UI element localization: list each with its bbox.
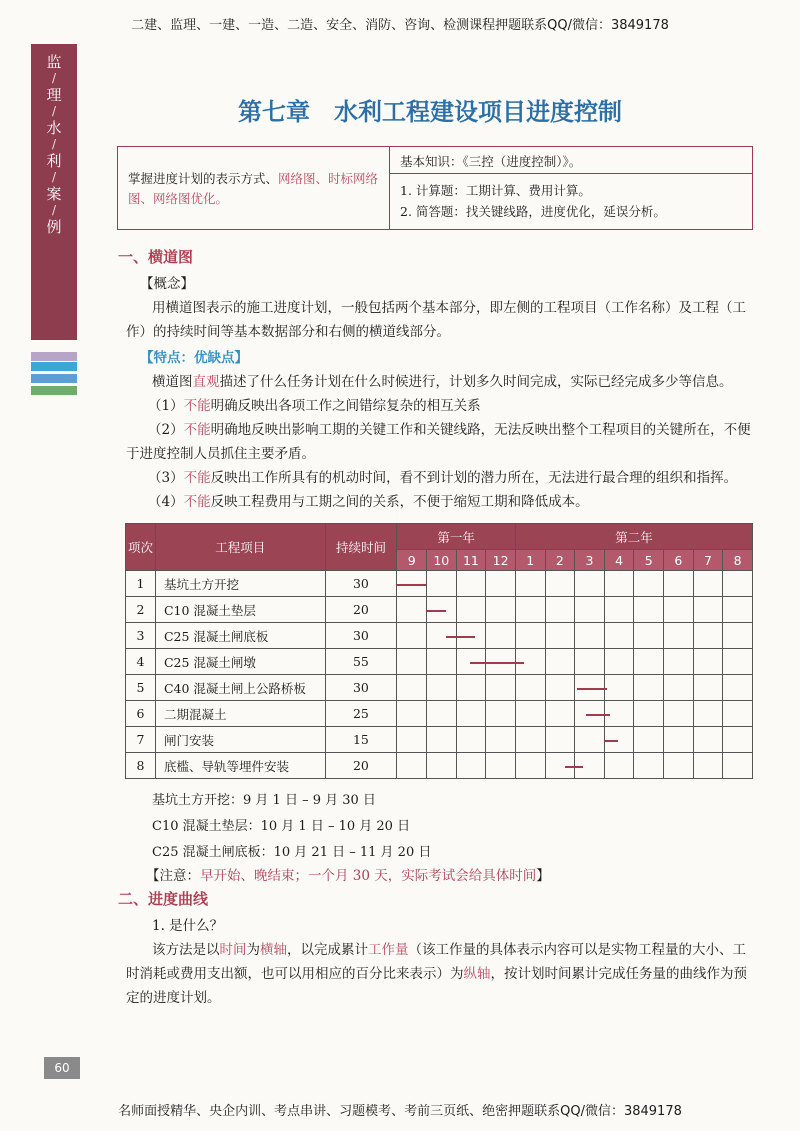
row-seq: 6 xyxy=(126,701,156,727)
side-char: 水 xyxy=(46,119,62,137)
row-item: 底槛、导轨等埋件安装 xyxy=(155,753,325,779)
side-char: 理 xyxy=(46,86,62,104)
header-year2: 第二年 xyxy=(515,524,752,550)
header-duration: 持续时间 xyxy=(325,524,397,571)
row-duration: 30 xyxy=(325,623,397,649)
side-separator: / xyxy=(51,170,57,184)
side-separator: / xyxy=(51,71,57,85)
side-tab xyxy=(31,44,77,340)
row-seq: 5 xyxy=(126,675,156,701)
curve-paragraph: 该方法是以时间为横轴，以完成累计工作量（该工作量的具体表示内容可以是实物工程量的大小、工时消耗或费用支出额，也可以用相应的百分比来表示）为纵轴，按计划时间累计完成任务量的曲线作为预定的进度计划。 xyxy=(126,942,747,1006)
header-item: 工程项目 xyxy=(155,524,325,571)
section-heading: 二、进度曲线 xyxy=(118,890,209,908)
side-char: 案 xyxy=(46,185,62,203)
row-duration: 20 xyxy=(325,753,397,779)
table-row xyxy=(126,727,753,753)
row-item: C10 混凝土垫层 xyxy=(155,597,325,623)
month-header: 2 xyxy=(545,550,575,571)
header-seq: 项次 xyxy=(126,524,156,571)
footer-banner: 名师面授精华、央企内训、考点串讲、习题模考、考前三页纸、绝密押题联系QQ/微信：3849178 xyxy=(118,1104,682,1119)
date-line: C25 混凝土闸底板：10 月 21 日 – 11 月 20 日 xyxy=(152,845,432,860)
month-header: 4 xyxy=(604,550,634,571)
decor-stripe xyxy=(31,374,77,383)
row-duration: 15 xyxy=(325,727,397,753)
page-number: 60 xyxy=(44,1057,80,1079)
month-header: 5 xyxy=(634,550,664,571)
side-char: 利 xyxy=(46,152,62,170)
goal-item: 1. 计算题：工期计算、费用计算。 xyxy=(400,183,591,198)
gantt-bar xyxy=(426,610,446,612)
goal-items xyxy=(390,174,762,222)
row-duration: 20 xyxy=(325,597,397,623)
month-header: 11 xyxy=(456,550,486,571)
month-header: 3 xyxy=(575,550,605,571)
gantt-bar xyxy=(470,662,523,664)
point-1: （1）不能明确反映出各项工作之间错综复杂的相互关系 xyxy=(148,398,481,414)
date-line: 基坑土方开挖：9 月 1 日 – 9 月 30 日 xyxy=(152,793,376,808)
section-heading: 一、横道图 xyxy=(118,248,194,266)
date-list xyxy=(152,788,431,866)
row-item: 闸门安装 xyxy=(155,727,325,753)
decor-stripe xyxy=(31,362,77,371)
gantt-bar xyxy=(604,740,619,742)
table-row xyxy=(126,649,753,675)
goal-left: 掌握进度计划的表示方式、网络图、时标网络图、网络图优化。 xyxy=(118,147,390,229)
month-header: 10 xyxy=(426,550,456,571)
feature-intro: 横道图直观描述了什么任务计划在什么时候进行，计划多久时间完成，实际已经完成多少等信息。 xyxy=(152,374,733,390)
side-char: 监 xyxy=(46,53,62,71)
chapter-name: 水利工程建设项目进度控制 xyxy=(334,98,622,126)
decor-stripe xyxy=(31,352,77,361)
row-item: 基坑土方开挖 xyxy=(155,571,325,597)
row-seq: 3 xyxy=(126,623,156,649)
date-line: C10 混凝土垫层：10 月 1 日 – 10 月 20 日 xyxy=(152,819,411,834)
concept-label: 【概念】 xyxy=(140,276,194,292)
month-header: 1 xyxy=(515,550,545,571)
row-item: 二期混凝土 xyxy=(155,701,325,727)
gantt-bar xyxy=(565,766,583,768)
note: 【注意：早开始、晚结束；一个月 30 天，实际考试会给具体时间】 xyxy=(146,868,550,884)
row-duration: 25 xyxy=(325,701,397,727)
side-char: 例 xyxy=(46,218,62,236)
goal-box xyxy=(117,146,753,230)
row-duration: 30 xyxy=(325,571,397,597)
gantt-bar xyxy=(586,714,610,716)
row-seq: 8 xyxy=(126,753,156,779)
chapter-title xyxy=(0,92,800,127)
header-year1: 第一年 xyxy=(397,524,516,550)
month-header: 12 xyxy=(486,550,516,571)
gantt-bar xyxy=(396,584,426,586)
table-row xyxy=(126,623,753,649)
month-header: 9 xyxy=(397,550,427,571)
side-separator: / xyxy=(51,137,57,151)
row-seq: 4 xyxy=(126,649,156,675)
row-seq: 7 xyxy=(126,727,156,753)
concept-text: 用横道图表示的施工进度计划，一般包括两个基本部分，即左侧的工程项目（工作名称）及工程（工作）的持续时间等基本数据部分和右侧的横道线部分。 xyxy=(126,300,746,340)
side-separator: / xyxy=(51,203,57,217)
row-seq: 2 xyxy=(126,597,156,623)
question: 1. 是什么？ xyxy=(152,918,224,934)
table-row xyxy=(126,571,753,597)
row-item: C25 混凝土闸墩 xyxy=(155,649,325,675)
decor-stripe xyxy=(31,386,77,395)
row-duration: 30 xyxy=(325,675,397,701)
side-separator: / xyxy=(51,104,57,118)
header-banner: 二建、监理、一建、一造、二造、安全、消防、咨询、检测课程押题联系QQ/微信：3849178 xyxy=(131,18,669,33)
table-row xyxy=(126,701,753,727)
table-row xyxy=(126,675,753,701)
month-header: 7 xyxy=(693,550,723,571)
point-2: （2）不能明确地反映出影响工期的关键工作和关键线路，无法反映出整个工程项目的关键所在，不便于进度控制人员抓住主要矛盾。 xyxy=(126,422,751,462)
month-header: 8 xyxy=(723,550,753,571)
row-item: C25 混凝土闸底板 xyxy=(155,623,325,649)
gantt-bar xyxy=(577,688,607,690)
goal-basic: 基本知识：《三控（进度控制）》。 xyxy=(390,147,752,174)
gantt-bar xyxy=(446,636,476,638)
row-duration: 55 xyxy=(325,649,397,675)
table-row xyxy=(126,753,753,779)
feature-label: 【特点：优缺点】 xyxy=(140,350,248,366)
goal-item: 2. 简答题：找关键线路，进度优化，延误分析。 xyxy=(400,204,666,219)
gantt-table xyxy=(125,523,753,779)
row-item: C40 混凝土闸上公路桥板 xyxy=(155,675,325,701)
row-seq: 1 xyxy=(126,571,156,597)
chapter-number: 第七章 xyxy=(238,98,310,126)
point-3: （3）不能反映出工作所具有的机动时间，看不到计划的潜力所在，无法进行最合理的组织和指挥。 xyxy=(148,470,738,486)
month-header: 6 xyxy=(664,550,694,571)
point-4: （4）不能反映工程费用与工期之间的关系，不便于缩短工期和降低成本。 xyxy=(148,494,589,510)
